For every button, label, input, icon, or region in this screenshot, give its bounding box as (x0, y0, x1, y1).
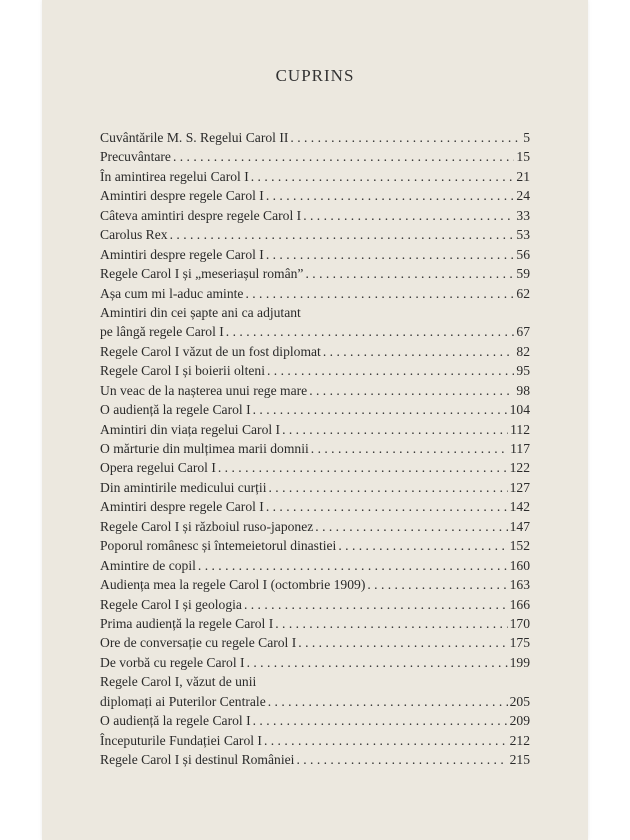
dot-leader (266, 186, 515, 205)
toc-entry-page: 160 (509, 557, 530, 573)
toc-entry-title: De vorbă cu regele Carol I (100, 654, 245, 670)
toc-entry-page: 5 (523, 130, 530, 145)
toc-entry-title: În amintirea regelui Carol I (100, 168, 249, 184)
toc-entry-page: 142 (509, 499, 530, 515)
toc-entry (100, 342, 530, 361)
toc-entry-title-line1: Regele Carol I, văzut de unii (100, 674, 257, 690)
toc-entry (100, 478, 530, 497)
table-of-contents (100, 128, 530, 769)
toc-entry-title: Câteva amintiri despre regele Carol I (100, 207, 302, 223)
toc-entry-page: 170 (509, 615, 530, 631)
dot-leader (303, 206, 514, 225)
toc-entry (100, 128, 530, 147)
dot-leader (298, 633, 507, 652)
toc-entry-title: Începuturile Fundației Carol I (100, 732, 262, 748)
dot-leader (266, 245, 515, 264)
toc-entry-title: Cuvântările M. S. Regelui Carol II (100, 130, 289, 145)
toc-entry-title: diplomați ai Puterilor Centrale (100, 693, 266, 709)
dot-leader (311, 439, 508, 458)
toc-entry-title: Regele Carol I și geologia (100, 596, 242, 612)
toc-entry (100, 614, 530, 633)
toc-entry-page: 215 (509, 752, 530, 767)
toc-entry (100, 303, 530, 342)
dot-leader (267, 361, 514, 380)
toc-entry-page: 112 (510, 421, 530, 437)
toc-entry (100, 633, 530, 652)
toc-entry-title: Amintiri despre regele Carol I (100, 246, 264, 262)
toc-entry-page: 127 (509, 479, 530, 495)
toc-entry (100, 381, 530, 400)
toc-entry-page: 163 (509, 577, 530, 593)
toc-entry-page: 175 (509, 635, 530, 651)
dot-leader (315, 517, 507, 536)
toc-entry-title: Amintire de copil (100, 557, 196, 573)
toc-entry-title: Așa cum mi l-aduc aminte (100, 285, 244, 301)
toc-entry-page: 166 (509, 596, 530, 612)
toc-entry-page: 147 (509, 518, 530, 534)
dot-leader (247, 653, 508, 672)
toc-entry-title: Regele Carol I și „meseriașul român” (100, 266, 304, 282)
toc-entry (100, 206, 530, 225)
toc-entry-title: O audiență la regele Carol I (100, 402, 251, 418)
dot-leader (290, 128, 521, 147)
toc-entry-page: 98 (516, 382, 530, 398)
dot-leader (275, 614, 507, 633)
toc-entry-page: 82 (516, 343, 530, 359)
toc-entry-page: 209 (509, 713, 530, 729)
toc-entry-page: 104 (509, 402, 530, 418)
dot-leader (296, 750, 507, 769)
toc-entry-title: Ore de conversație cu regele Carol I (100, 635, 297, 651)
dot-leader (282, 420, 508, 439)
toc-entry (100, 731, 530, 750)
book-page (42, 0, 588, 840)
toc-entry-page: 56 (516, 246, 530, 262)
toc-entry (100, 284, 530, 303)
toc-entry-page: 24 (516, 188, 530, 204)
toc-entry (100, 517, 530, 536)
page-title: CUPRINS (275, 66, 355, 85)
dot-leader (253, 711, 508, 730)
toc-entry-title: Din amintirile medicului curții (100, 479, 267, 495)
toc-entry (100, 167, 530, 186)
toc-entry (100, 750, 530, 769)
toc-entry-page: 33 (516, 207, 530, 223)
toc-entry-page: 59 (516, 266, 530, 282)
toc-entry-title: pe lângă regele Carol I (100, 324, 224, 340)
toc-entry (100, 245, 530, 264)
toc-entry (100, 147, 530, 166)
toc-entry-title: Opera regelui Carol I (100, 460, 216, 476)
toc-entry (100, 672, 530, 711)
toc-entry-page: 199 (509, 654, 530, 670)
dot-leader (367, 575, 507, 594)
toc-entry (100, 711, 530, 730)
toc-entry-title: O audiență la regele Carol I (100, 713, 251, 729)
toc-entry (100, 264, 530, 283)
dot-leader (251, 167, 515, 186)
toc-entry-title: Audiența mea la regele Carol I (octombrie 1909) (100, 577, 366, 593)
toc-entry-page: 15 (516, 149, 530, 165)
toc-entry-title: Precuvântare (100, 149, 171, 165)
toc-entry (100, 225, 530, 244)
dot-leader (268, 692, 508, 711)
toc-entry-title-line1: Amintiri din cei șapte ani ca adjutant (100, 304, 301, 320)
toc-entry (100, 575, 530, 594)
toc-entry (100, 458, 530, 477)
toc-entry (100, 186, 530, 205)
toc-entry-page: 122 (509, 460, 530, 476)
toc-entry (100, 420, 530, 439)
dot-leader (245, 284, 514, 303)
toc-entry-title: Regele Carol I și boierii olteni (100, 363, 265, 379)
toc-entry-title: O mărturie din mulțimea marii domnii (100, 441, 309, 456)
toc-entry (100, 556, 530, 575)
toc-entry-page: 117 (510, 441, 530, 456)
dot-leader (309, 381, 514, 400)
toc-entry-title: Un veac de la nașterea unui rege mare (100, 382, 308, 398)
toc-entry (100, 595, 530, 614)
dot-leader (173, 147, 514, 166)
dot-leader (170, 225, 515, 244)
dot-leader (218, 458, 508, 477)
dot-leader (266, 497, 508, 516)
dot-leader (244, 595, 508, 614)
toc-entry-page: 205 (509, 693, 530, 709)
toc-entry-title: Carolus Rex (100, 227, 168, 243)
toc-entry-title: Amintiri despre regele Carol I (100, 499, 264, 515)
toc-entry-page: 21 (516, 168, 530, 184)
toc-entry-page: 95 (516, 363, 530, 379)
toc-entry (100, 497, 530, 516)
toc-entry (100, 439, 530, 458)
toc-entry-title: Poporul românesc și întemeietorul dinastiei (100, 538, 337, 554)
toc-entry-page: 67 (516, 324, 530, 340)
toc-entry-title: Amintiri din viața regelui Carol I (100, 421, 281, 437)
toc-entry-page: 62 (516, 285, 530, 301)
toc-entry (100, 653, 530, 672)
toc-entry-title: Regele Carol I și războiul ruso-japonez (100, 518, 314, 534)
toc-entry-page: 53 (516, 227, 530, 243)
toc-entry (100, 361, 530, 380)
dot-leader (226, 322, 515, 341)
toc-entry-title: Amintiri despre regele Carol I (100, 188, 264, 204)
toc-entry-title: Regele Carol I văzut de un fost diplomat (100, 343, 321, 359)
dot-leader (253, 400, 508, 419)
dot-leader (264, 731, 508, 750)
dot-leader (268, 478, 507, 497)
toc-entry-title: Regele Carol I și destinul României (100, 752, 295, 767)
toc-entry-title: Prima audiență la regele Carol I (100, 615, 274, 631)
toc-entry (100, 536, 530, 555)
dot-leader (338, 536, 507, 555)
toc-entry-page: 212 (509, 732, 530, 748)
toc-entry (100, 400, 530, 419)
dot-leader (323, 342, 515, 361)
toc-entry-page: 152 (509, 538, 530, 554)
dot-leader (305, 264, 514, 283)
dot-leader (198, 556, 508, 575)
